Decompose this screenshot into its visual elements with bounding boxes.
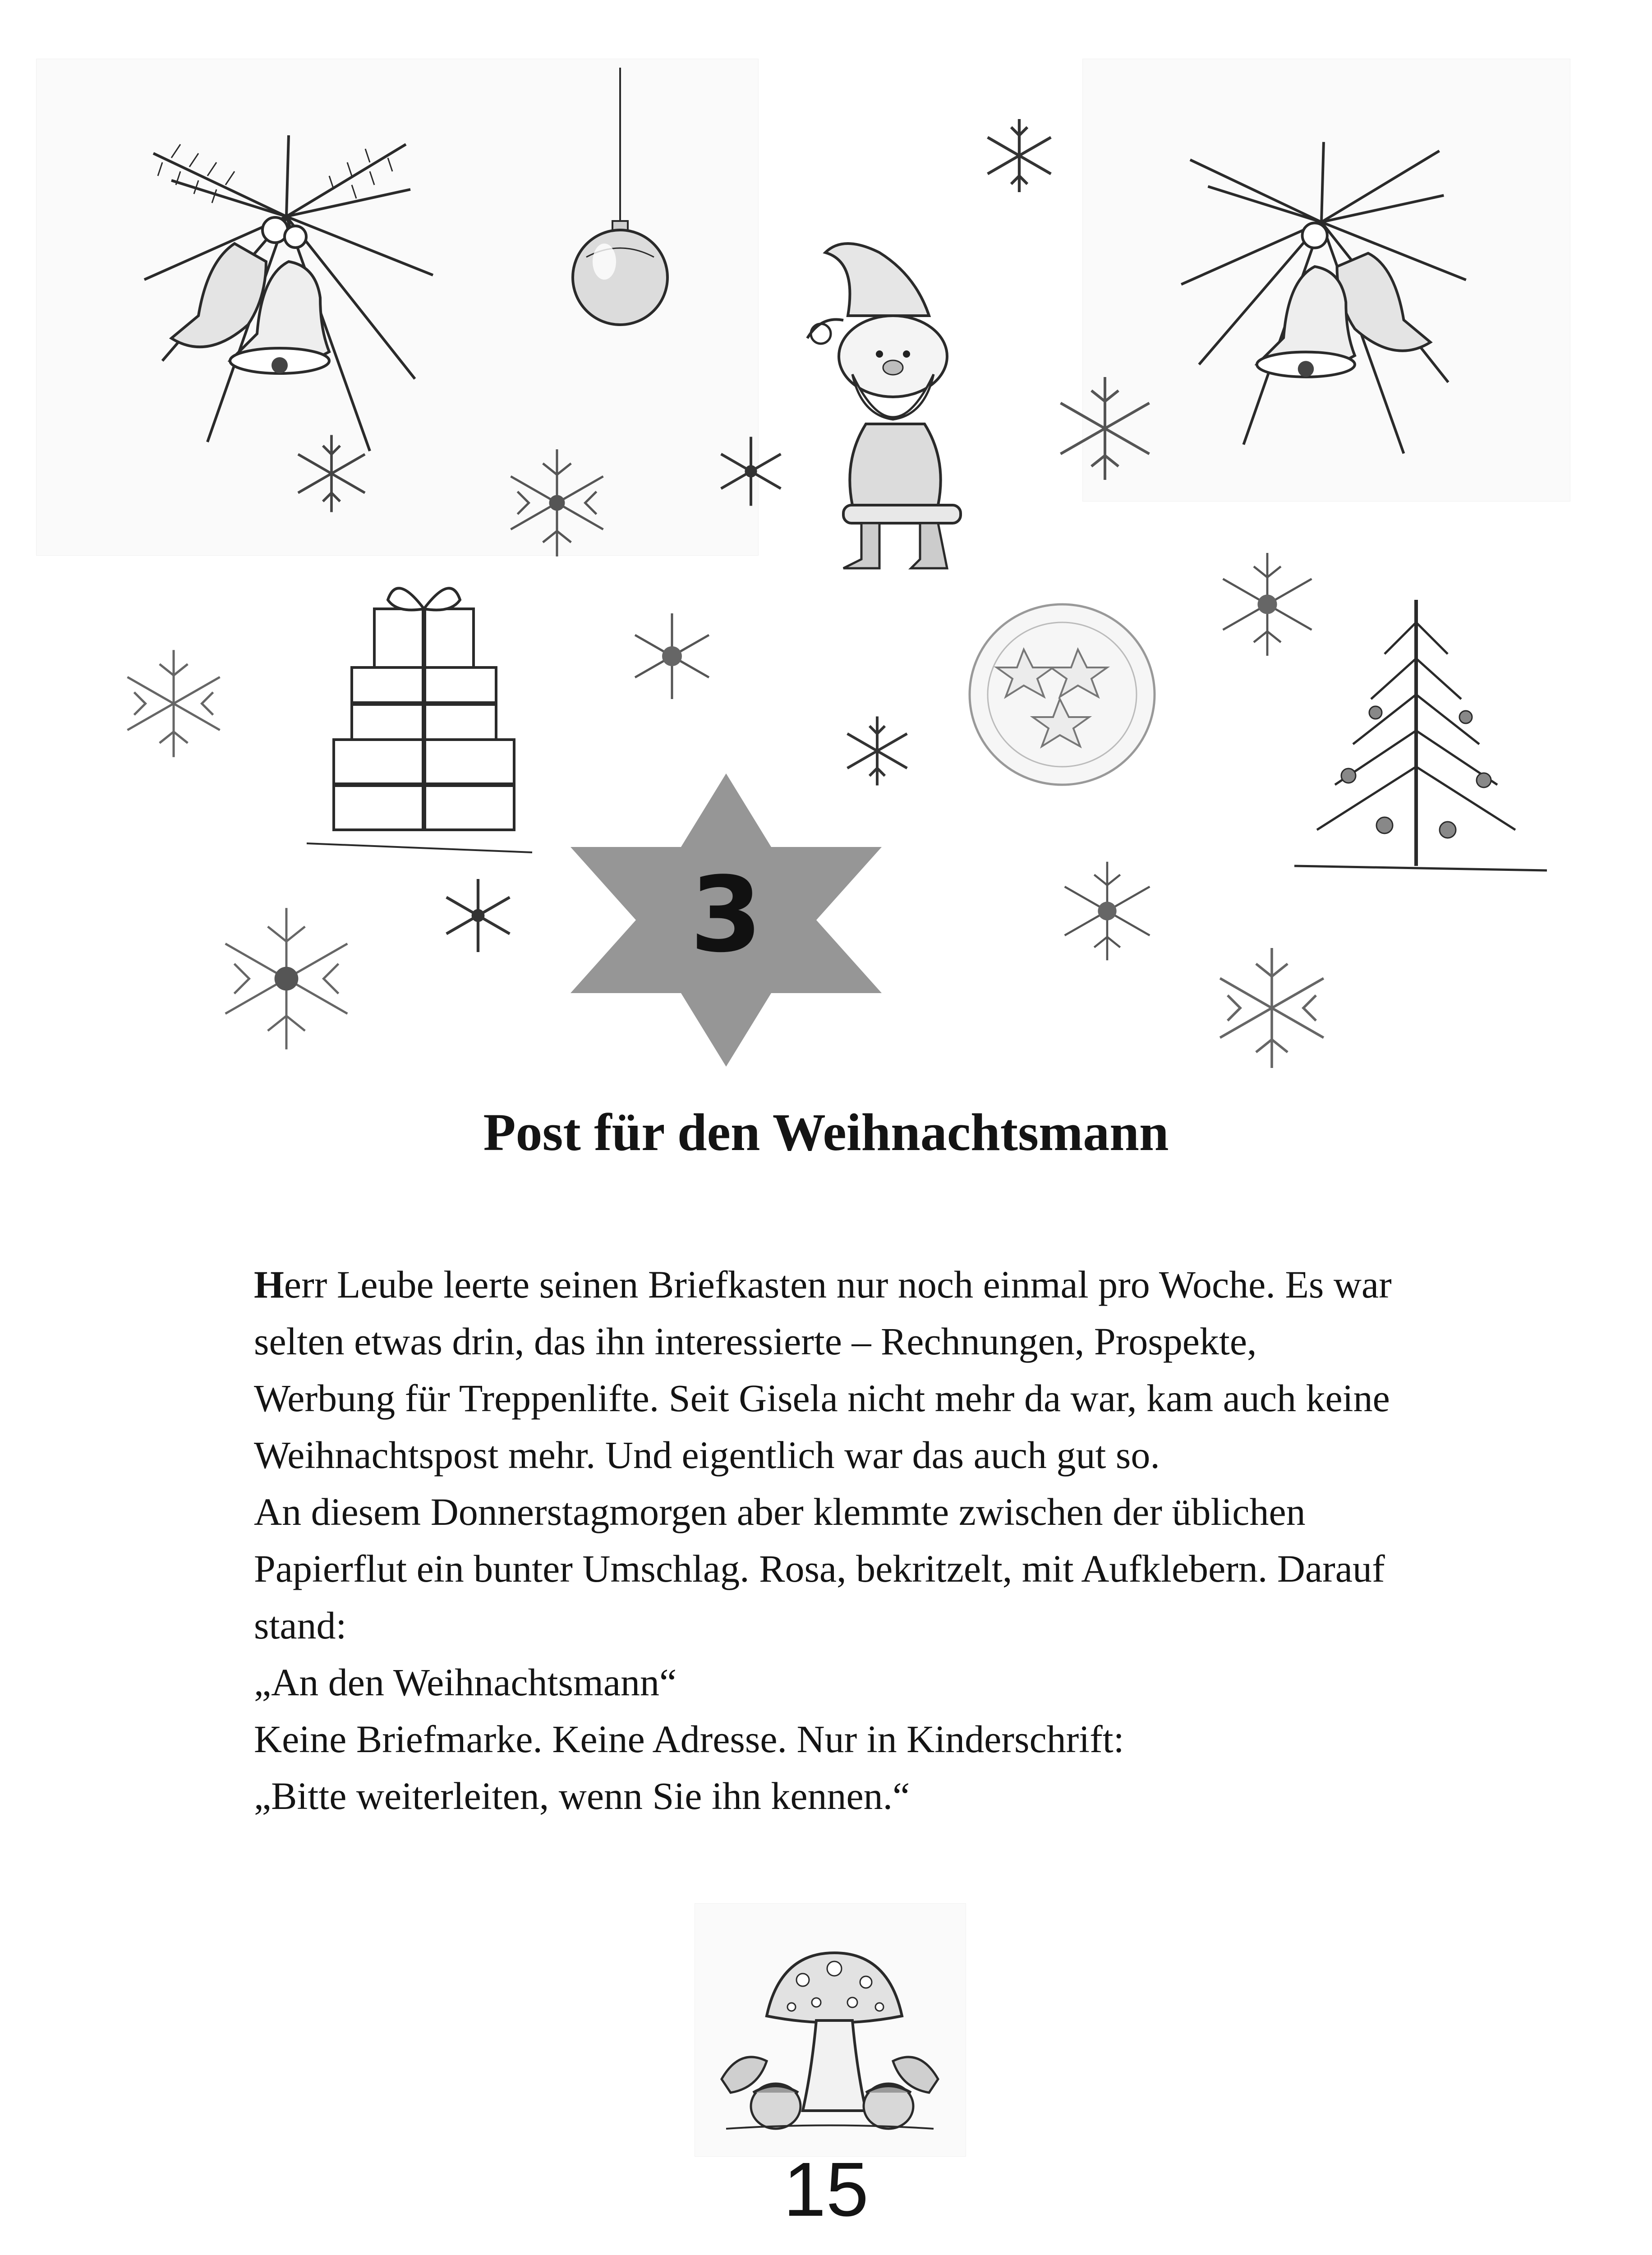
- snowflake-icon: [627, 609, 717, 704]
- snowflake-icon: [1209, 934, 1335, 1082]
- snowflake-icon: [1055, 852, 1159, 970]
- bells-with-pine-icon: [117, 126, 456, 469]
- snowflake-icon: [1051, 370, 1159, 487]
- story-line: Papierflut ein bunter Umschlag. Rosa, bekritzelt, mit Aufklebern. Darauf: [254, 1547, 1385, 1590]
- mushroom-illustration: [713, 1944, 947, 2142]
- drop-initial: H: [254, 1263, 284, 1306]
- story-line: „An den Weihnachtsmann“: [254, 1661, 677, 1704]
- snowflake-icon: [212, 893, 361, 1064]
- bells-with-pine-icon: [1155, 131, 1488, 474]
- story-line-text: err Leube leerte seinen Briefkasten nur noch einmal pro Woche. Es war: [284, 1263, 1392, 1306]
- story-line: Werbung für Treppenlifte. Seit Gisela nicht mehr da war, kam auch keine: [254, 1376, 1390, 1420]
- story-line: stand:: [254, 1604, 347, 1647]
- snowflake-icon: [713, 428, 789, 514]
- snowflake-icon: [289, 428, 374, 519]
- snowflake-icon: [979, 113, 1060, 198]
- story-line: [254, 1256, 1427, 1313]
- snowflake-icon: [117, 640, 230, 767]
- snowflake-icon: [501, 442, 613, 564]
- gift-stack-icon: [307, 564, 532, 861]
- christmas-tree-icon: [1294, 595, 1547, 875]
- chapter-title: Post für den Weihnachtsmann: [483, 1103, 1169, 1162]
- story-line: Weihnachtspost mehr. Und eigentlich war das auch gut so.: [254, 1433, 1160, 1477]
- story-line: „Bitte weiterleiten, wenn Sie ihn kennen.“: [254, 1774, 910, 1818]
- story-line: An diesem Donnerstagmorgen aber klemmte zwischen der üblichen: [254, 1490, 1306, 1533]
- story-line: Keine Briefmarke. Keine Adresse. Nur in Kinderschrift:: [254, 1717, 1124, 1761]
- gnome-illustration: [776, 226, 1028, 577]
- day-number: 3: [690, 855, 763, 976]
- story-line: selten etwas drin, das ihn interessierte – Rechnungen, Prospekte,: [254, 1320, 1257, 1363]
- cookie-plate-icon: [965, 600, 1159, 789]
- day-number-badge: [571, 773, 882, 1067]
- story-text: [254, 1256, 1427, 1824]
- snowflake-icon: [437, 870, 519, 961]
- christmas-ornament-icon: [568, 68, 672, 329]
- page-number: 15: [783, 2147, 869, 2232]
